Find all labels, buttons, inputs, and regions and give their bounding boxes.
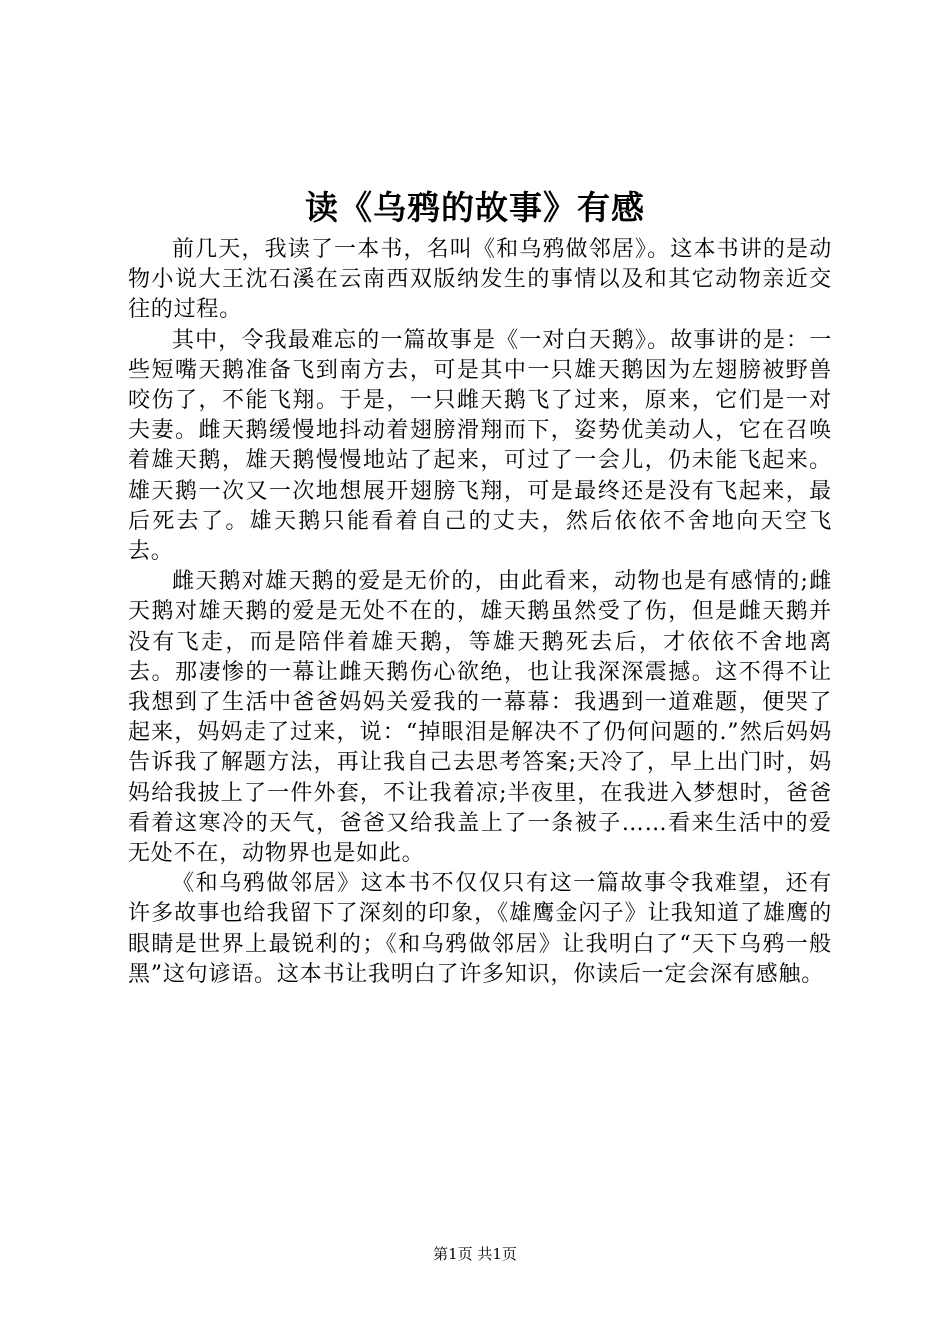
paragraph-2: 其中，令我最难忘的一篇故事是《一对白天鹅》。故事讲的是：一些短嘴天鹅准备飞到南方去，可是其中一只雄天鹅因为左翅膀被野兽咬伤了，不能飞翔。于是，一只雌天鹅飞了过来，原来，它们是一对夫妻。雌天鹅缓慢地抖动着翅膀滑翔而下，姿势优美动人，它在召唤着雄天鹅，雄天鹅慢慢地站了起来，可过了一会儿，仍未能飞起来。雄天鹅一次又一次地想展开翅膀飞翔，可是最终还是没有飞起来，最后死去了。雄天鹅只能看着自己的丈夫，然后依依不舍地向天空飞去。 — [128, 327, 832, 565]
paragraph-4: 《和乌鸦做邻居》这本书不仅仅只有这一篇故事令我难望，还有许多故事也给我留下了深刻的印象，《雄鹰金闪子》让我知道了雄鹰的眼睛是世界上最锐利的；《和乌鸦做邻居》让我明白了“天下乌鸦一般黑”这句谚语。这本书让我明白了许多知识，你读后一定会深有感触。 — [128, 871, 832, 987]
document-title: 读《乌鸦的故事》有感 — [305, 188, 645, 227]
document-body — [128, 235, 832, 990]
page-number-footer: 第1页 共1页 — [433, 1245, 517, 1263]
paragraph-1: 前几天，我读了一本书，名叫《和乌鸦做邻居》。这本书讲的是动物小说大王沈石溪在云南西双版纳发生的事情以及和其它动物亲近交往的过程。 — [128, 237, 832, 323]
paragraph-3: 雌天鹅对雄天鹅的爱是无价的，由此看来，动物也是有感情的;雌天鹅对雄天鹅的爱是无处不在的，雄天鹅虽然受了伤，但是雌天鹅并没有飞走，而是陪伴着雄天鹅，等雄天鹅死去后，才依依不舍地离去。那凄惨的一幕让雌天鹅伤心欲绝，也让我深深震撼。这不得不让我想到了生活中爸爸妈妈关爱我的一幕幕：我遇到一道难题，便哭了起来，妈妈走了过来，说：“掉眼泪是解决不了仍何问题的.”然后妈妈告诉我了解题方法，再让我自己去思考答案;天冷了，早上出门时，妈妈给我披上了一件外套，不让我着凉;半夜里，在我进入梦想时，爸爸看着这寒冷的天气，爸爸又给我盖上了一条被子……看来生活中的爱无处不在，动物界也是如此。 — [128, 569, 832, 867]
